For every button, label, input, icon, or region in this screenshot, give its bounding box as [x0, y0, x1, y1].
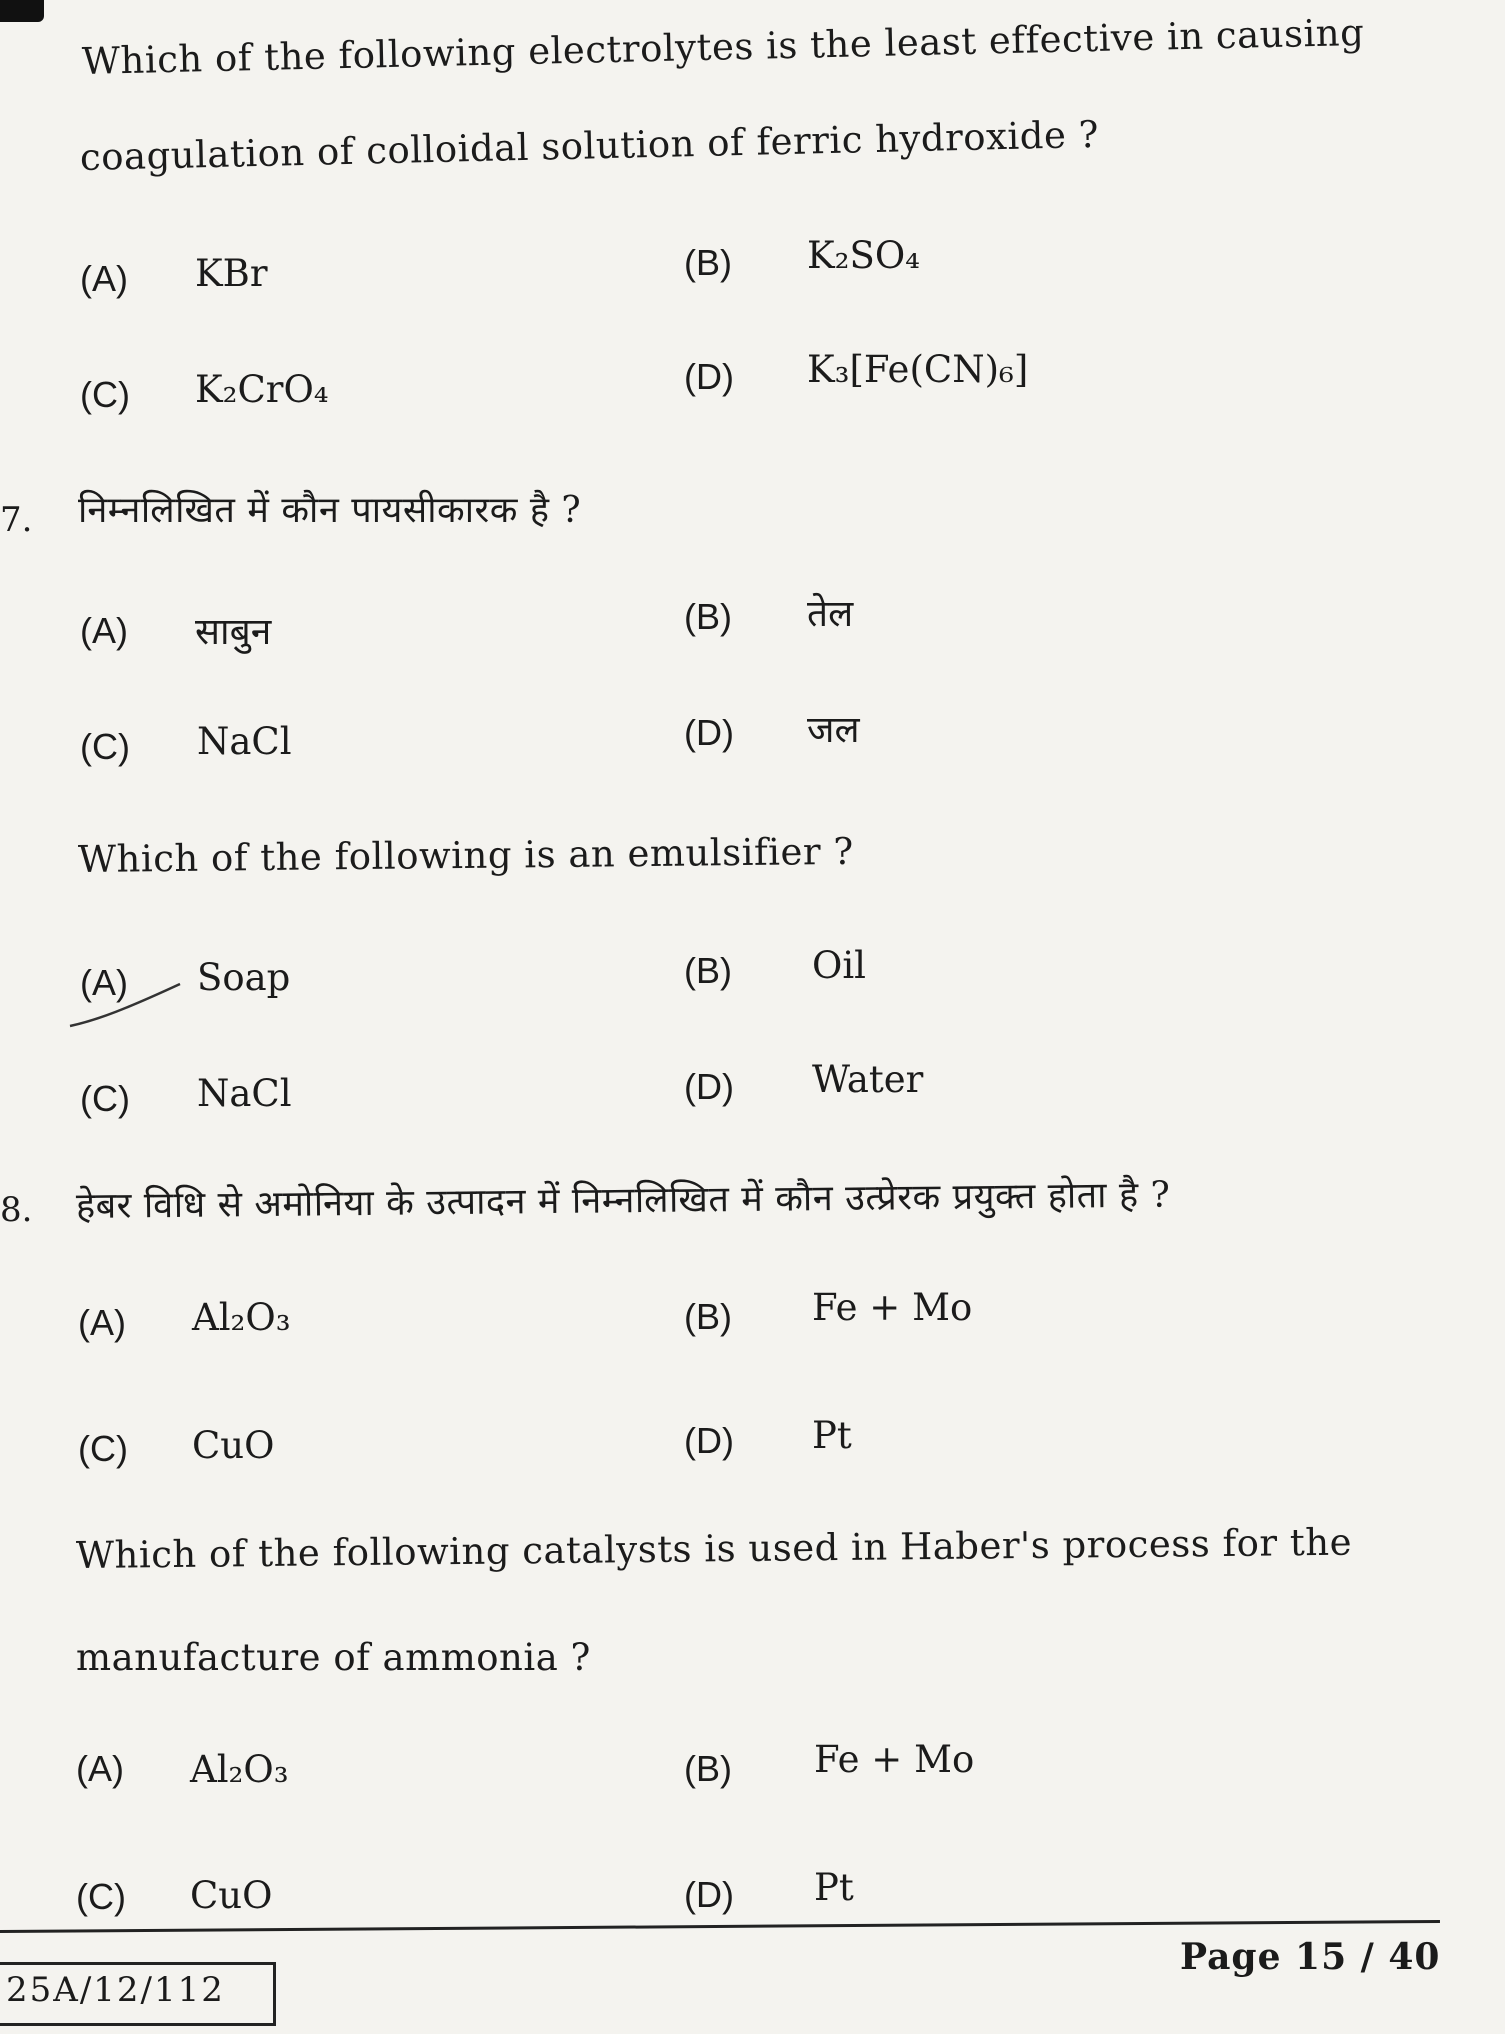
- option-c-letter: (C): [76, 1876, 126, 1917]
- question-number: 7.: [0, 500, 33, 540]
- page-number: Page 15 / 40: [1180, 1936, 1441, 1978]
- question-number: 8.: [0, 1190, 33, 1230]
- paper-code: 25A/12/112: [6, 1970, 225, 2010]
- option-a-letter: (A): [80, 610, 128, 651]
- option-d-value: Pt: [814, 1866, 854, 1909]
- corner-tab: [0, 0, 44, 22]
- option-b-letter: (B): [684, 242, 732, 283]
- option-b-value: Oil: [812, 944, 867, 987]
- option-b-value: Fe + Mo: [814, 1738, 975, 1781]
- option-a-value: साबुन: [195, 610, 272, 653]
- option-d-value: Pt: [812, 1414, 852, 1457]
- option-b-value: K₂SO₄: [807, 234, 920, 277]
- option-c-letter: (C): [80, 374, 130, 415]
- option-d-letter: (D): [684, 1420, 734, 1461]
- option-a-value: KBr: [195, 252, 268, 295]
- option-c-value: CuO: [192, 1424, 275, 1467]
- question-text: Which of the following is an emulsifier ?: [77, 829, 854, 881]
- option-d-value: K₃[Fe(CN)₆]: [807, 348, 1029, 391]
- question-text: हेबर विधि से अमोनिया के उत्पादन में निम्नलिखित में कौन उत्प्रेरक प्रयुक्त होता है ?: [75, 1174, 1171, 1227]
- option-b-letter: (B): [684, 1296, 732, 1337]
- question-text-line-2: manufacture of ammonia ?: [76, 1636, 591, 1679]
- option-a-letter: (A): [80, 258, 128, 299]
- option-b-value: तेल: [807, 592, 854, 635]
- tick-mark-icon: [68, 968, 188, 1030]
- option-a-value: Al₂O₃: [192, 1296, 291, 1339]
- option-a-letter: (A): [76, 1748, 124, 1789]
- option-d-letter: (D): [684, 712, 734, 753]
- option-b-letter: (B): [684, 596, 732, 637]
- option-c-letter: (C): [78, 1428, 128, 1469]
- question-text-line-2: coagulation of colloidal solution of ferric hydroxide ?: [79, 112, 1100, 179]
- question-text-line-1: Which of the following catalysts is used in Haber's process for the: [75, 1520, 1353, 1577]
- option-a-value: Al₂O₃: [190, 1748, 289, 1791]
- option-d-value: जल: [807, 708, 860, 751]
- option-d-letter: (D): [684, 356, 734, 397]
- option-b-value: Fe + Mo: [812, 1286, 973, 1329]
- option-c-value: CuO: [190, 1874, 273, 1917]
- option-b-letter: (B): [684, 950, 732, 991]
- option-c-letter: (C): [80, 1078, 130, 1119]
- option-d-letter: (D): [684, 1066, 734, 1107]
- option-a-value: Soap: [197, 956, 291, 999]
- option-c-value: K₂CrO₄: [195, 368, 329, 411]
- footer-rule: [0, 1920, 1440, 1933]
- option-a-letter: (A): [80, 962, 128, 1003]
- option-c-value: NaCl: [197, 720, 292, 763]
- option-c-value: NaCl: [197, 1072, 292, 1115]
- option-b-letter: (B): [684, 1748, 732, 1789]
- option-a-letter: (A): [78, 1302, 126, 1343]
- option-d-value: Water: [812, 1058, 924, 1101]
- option-c-letter: (C): [80, 726, 130, 767]
- question-text: निम्नलिखित में कौन पायसीकारक है ?: [78, 490, 582, 531]
- option-d-letter: (D): [684, 1874, 734, 1915]
- question-text-line-1: Which of the following electrolytes is the least effective in causing: [81, 10, 1365, 83]
